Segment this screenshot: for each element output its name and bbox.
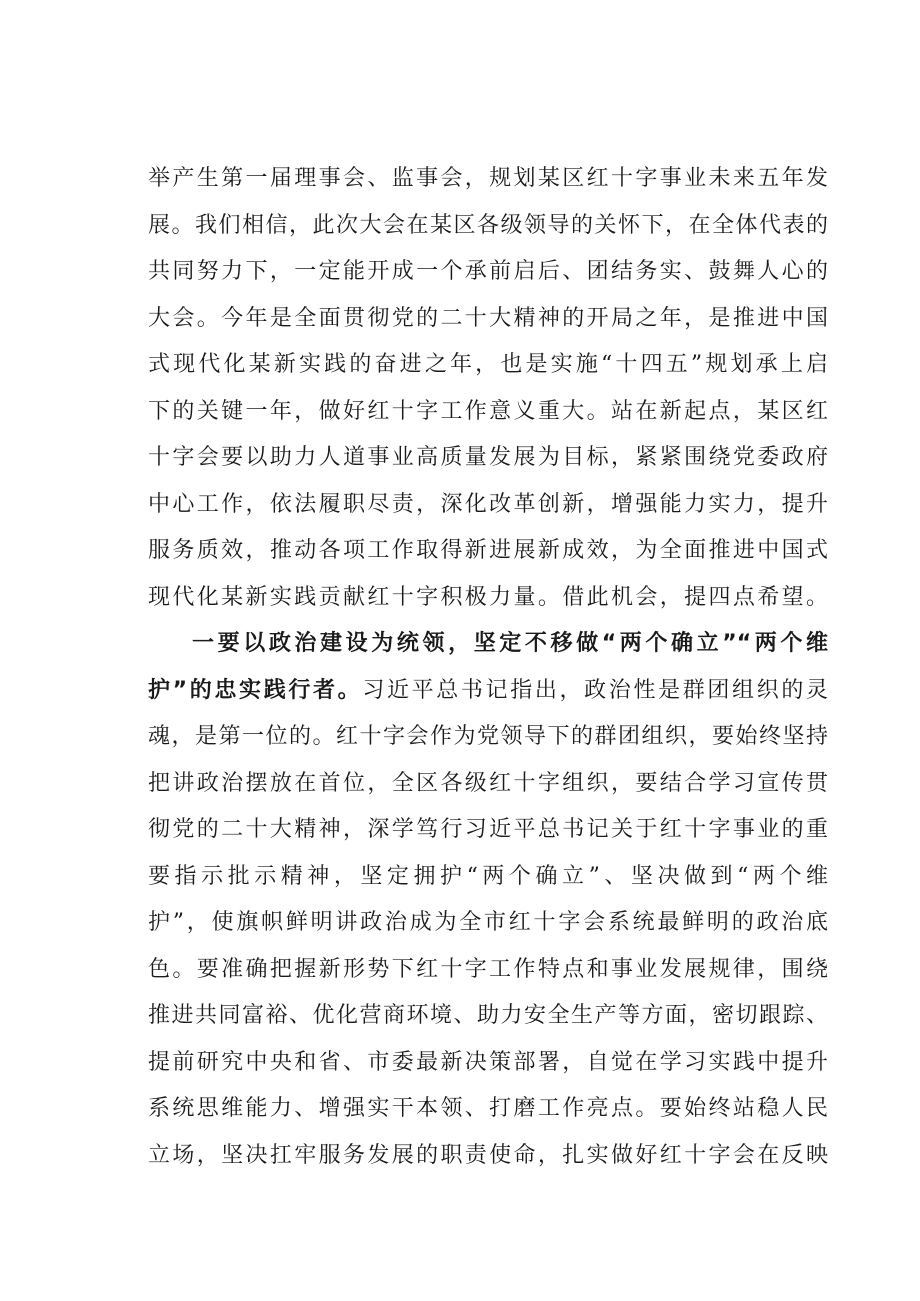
text-line: 色。要准确把握新形势下红十字工作特点和事业发展规律，围绕 [148,956,828,982]
text-line: 十字会要以助力人道事业高质量发展为目标，紧紧围绕党委政府 [148,445,828,470]
text-line: 现代化某新实践贡献红十字积极力量。借此机会，提四点希望。 [148,584,828,610]
text-line: 要指示批示精神，坚定拥护“两个确立”、坚决做到“两个维 [148,863,828,889]
text-line: 举产生第一届理事会、监事会，规划某区红十字事业未来五年发 [148,166,828,191]
text-line: 把讲政治摆放在首位，全区各级红十字组织，要结合学习宣传贯 [148,770,828,796]
text-line: 大会。今年是全面贯彻党的二十大精神的开局之年，是推进中国 [148,305,828,331]
text-line: 中心工作，依法履职尽责，深化改革创新，增强能力实力，提升 [148,491,828,517]
text-line: 彻党的二十大精神，深学笃行习近平总书记关于红十字事业的重 [148,817,828,842]
text-line: 共同努力下，一定能开成一个承前启后、团结务实、鼓舞人心的 [148,259,828,284]
text-line: 服务质效，推动各项工作取得新进展新成效，为全面推进中国式 [148,538,828,563]
body-text [148,156,828,1179]
text-line [148,668,828,715]
text-line: 护”，使旗帜鲜明讲政治成为全市红十字会系统最鲜明的政治底 [148,910,828,935]
text-line: 系统思维能力、增强实干本领、打磨工作亮点。要始终站稳人民 [148,1096,828,1121]
paragraph-2 [148,621,828,1179]
text-line: 式现代化某新实践的奋进之年，也是实施“十四五”规划承上启 [148,352,828,377]
text-line: 立场，坚决扛牢服务发展的职责使命，扎实做好红十字会在反映 [148,1142,828,1168]
text-line: 魂，是第一位的。红十字会作为党领导下的群团组织，要始终坚持 [148,724,828,749]
section-heading-end: 护”的忠实践行者。 [148,677,363,703]
text-line: 推进共同富裕、优化营商环境、助力安全生产等方面，密切跟踪、 [148,1003,828,1028]
section-heading: 一要以政治建设为统领，坚定不移做“两个确立”“两个维 [192,631,828,656]
text-line: 展。我们相信，此次大会在某区各级领导的关怀下，在全体代表的 [148,212,828,238]
text-line: 提前研究中央和省、市委最新决策部署，自觉在学习实践中提升 [148,1049,828,1075]
text-line-rest: 习近平总书记指出，政治性是群团组织的灵 [362,677,828,703]
text-line: 下的关键一年，做好红十字工作意义重大。站在新起点，某区红 [148,398,828,424]
paragraph-1 [148,156,828,621]
